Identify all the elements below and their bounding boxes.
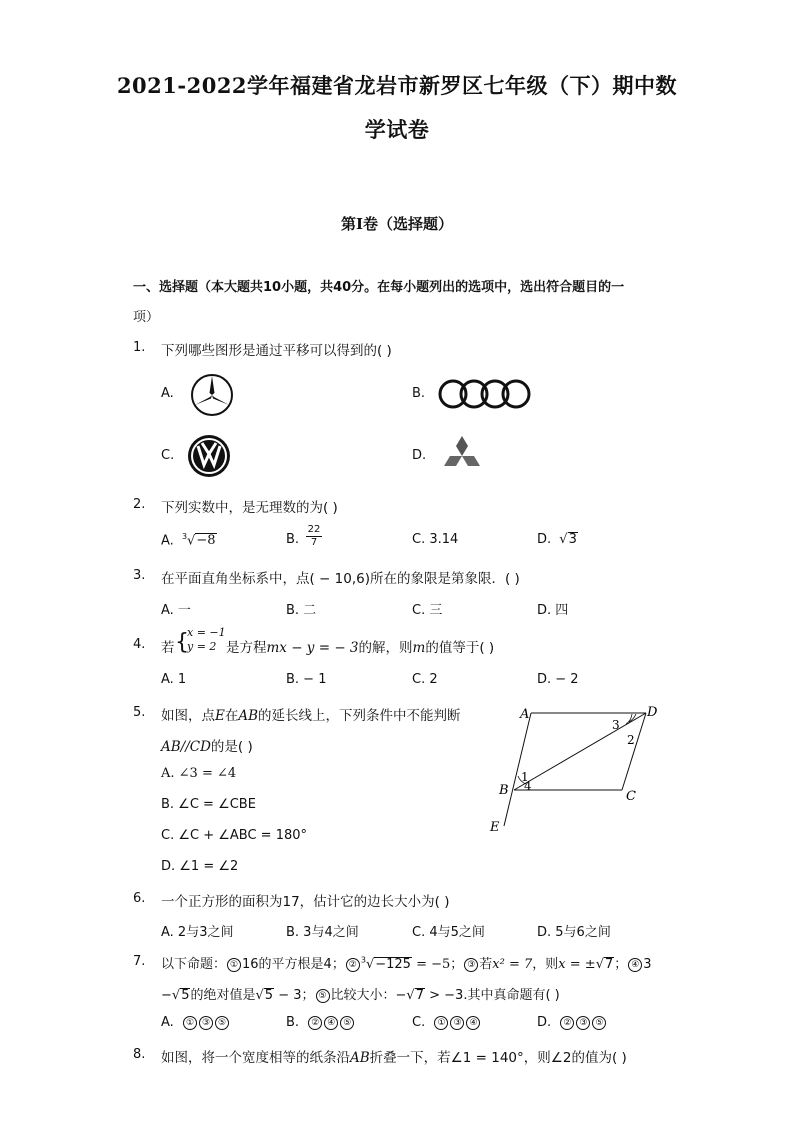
paper-title-line2: 学试卷 — [364, 117, 430, 142]
radicand: −125 — [375, 957, 411, 972]
text-segment: ，则 — [532, 957, 559, 972]
circled-number: ⑤ — [592, 1016, 606, 1030]
instructions-line2: 项） — [133, 310, 160, 325]
text-segment: − 3； — [274, 988, 315, 1003]
option-b-label: B. — [412, 386, 426, 401]
option-a: A. 2与3之间 — [161, 925, 234, 940]
option-d: D. − 2 — [537, 672, 579, 687]
option-c — [412, 1015, 481, 1030]
option-b: B. 3与4之间 — [286, 925, 359, 940]
option-a: A. ∠3 = ∠4 — [161, 766, 237, 781]
four-rings-logo-icon — [437, 378, 531, 410]
radicand: 7 — [604, 957, 614, 972]
instructions-line1: 一、选择题（本大题共10小题，共40分。在每小题列出的选项中，选出符合题目的一 — [133, 280, 625, 295]
brace: { — [175, 630, 189, 655]
question-text: 在平面直角坐标系中，点( − 10,6)所在的象限是第象限．( ) — [161, 571, 520, 587]
angle-3-label: 3 — [612, 718, 620, 732]
circled-number: ⑤ — [215, 1016, 229, 1030]
circled-number: ③ — [464, 958, 478, 972]
option-label: D. — [537, 532, 552, 547]
option-label: C. — [412, 1015, 426, 1030]
option-c-label: C. — [161, 448, 175, 463]
option-b: B. 二 — [286, 603, 317, 618]
angle-2-label: 2 — [627, 733, 635, 747]
option-d — [537, 1015, 607, 1030]
equation: x = ± — [558, 957, 596, 972]
circled-number: ① — [227, 958, 241, 972]
option-a: A. 一 — [161, 603, 191, 618]
numerator: 22 — [307, 524, 321, 535]
question-text: 一个正方形的面积为17，估计它的边长大小为( ) — [161, 894, 450, 910]
equation: AB//CD — [161, 739, 211, 755]
question-number: 7. — [133, 954, 146, 969]
circled-number: ② — [560, 1016, 574, 1030]
radicand: 5 — [264, 988, 274, 1003]
text-segment: 的是( ) — [210, 739, 253, 755]
text-segment: 在 — [224, 708, 239, 724]
text-segment: 比较大小：− — [330, 988, 407, 1003]
circled-number: ① — [183, 1016, 197, 1030]
question-number: 8. — [133, 1047, 146, 1062]
question-text-line1: 以下命题： ① 16的平方根是4； ② $^3$√−125 = −5； ③ 若x² = 7，则x = ±√7； ④ 3 — [161, 955, 652, 972]
question-text-line2 — [161, 735, 253, 755]
question-text: 下列实数中，是无理数的为( ) — [161, 500, 338, 516]
text-segment: 3 — [643, 957, 652, 972]
question-number: 2. — [133, 497, 146, 512]
text-segment: 折叠一下，若∠1 = 140°，则∠2的值为( ) — [369, 1050, 627, 1066]
question-number: 6. — [133, 891, 146, 906]
question-number: 1. — [133, 340, 146, 355]
question-text: 下列哪些图形是通过平移可以得到的( ) — [161, 343, 392, 359]
circled-number: ⑤ — [340, 1016, 354, 1030]
circled-number: ③ — [450, 1016, 464, 1030]
text-segment: 若 — [479, 957, 493, 972]
option-c: C. 4与5之间 — [412, 925, 485, 940]
option-d: D. √3 — [537, 532, 577, 547]
circled-number: ② — [308, 1016, 322, 1030]
option-b: B. ∠C = ∠CBE — [161, 797, 256, 812]
option-d: D. 5与6之间 — [537, 925, 611, 940]
text-segment: ； — [614, 957, 628, 972]
option-d: D. ∠1 = ∠2 — [161, 859, 239, 874]
circled-number: ④ — [324, 1016, 338, 1030]
text-segment: 是方程 — [226, 640, 267, 656]
equation-system — [187, 626, 226, 654]
text-segment: 的延长线上，下列条件中不能判断 — [258, 708, 461, 724]
label-e: E — [490, 820, 500, 835]
option-label: A. — [161, 533, 174, 549]
circled-number: ① — [434, 1016, 448, 1030]
text-segment: > −3.其中真命题有( ) — [425, 988, 560, 1003]
variable: AB — [238, 708, 259, 724]
text-segment: 的值等于( ) — [425, 640, 495, 656]
circled-number: ② — [346, 958, 360, 972]
option-d-label: D. — [412, 448, 427, 463]
option-label: D. — [537, 1015, 552, 1030]
option-a: A. $^3$√−8 — [161, 532, 216, 549]
root-index: 3 — [360, 955, 366, 965]
option-d: D. 四 — [537, 603, 569, 618]
system-eq-2: y = 2 — [187, 640, 217, 653]
section-heading: 第I卷（选择题） — [340, 215, 454, 233]
text-segment: 的解，则 — [358, 640, 413, 656]
text-segment: 的绝对值是 — [190, 988, 256, 1003]
parallelogram-figure — [486, 700, 666, 840]
text-segment: = −5； — [411, 957, 464, 972]
equation: x² = 7 — [492, 957, 533, 972]
question-text-line1 — [161, 704, 461, 724]
text-segment: − — [161, 988, 172, 1003]
vw-logo-icon — [187, 434, 231, 478]
circled-number: ⑤ — [316, 989, 330, 1003]
mercedes-logo-icon — [189, 372, 235, 418]
option-c: C. 2 — [412, 672, 438, 687]
radicand: 7 — [415, 988, 424, 1003]
root-index: 3 — [181, 532, 188, 541]
text-segment: 16的平方根是4； — [242, 957, 345, 972]
text-segment: 如图，点 — [161, 708, 215, 724]
question-number: 4. — [133, 637, 146, 652]
question-number: 5. — [133, 705, 146, 720]
question-text — [161, 1046, 627, 1066]
question-number: 3. — [133, 568, 146, 583]
label-d: D — [647, 705, 658, 720]
variable: AB — [350, 1050, 370, 1066]
option-c: C. 三 — [412, 603, 443, 618]
paper-title-line1: 2021-2022学年福建省龙岩市新罗区七年级（下）期中数 — [116, 73, 678, 98]
label-a: A — [520, 707, 530, 722]
diamonds-logo-icon — [440, 435, 484, 475]
question-text — [226, 636, 494, 656]
label-c: C — [626, 789, 636, 804]
question-text-line2: −√5的绝对值是√5 − 3； ⑤ 比较大小：−√7 > −3.其中真命题有( ) — [161, 988, 560, 1003]
circled-number: ③ — [576, 1016, 590, 1030]
denominator: 7 — [310, 537, 318, 548]
radicand: 5 — [181, 988, 190, 1003]
text-segment: 如图，将一个宽度相等的纸条沿 — [161, 1050, 350, 1066]
option-b: B. − 1 — [286, 672, 327, 687]
option-a: A. 1 — [161, 672, 187, 687]
circled-number: ④ — [628, 958, 642, 972]
fraction — [306, 524, 322, 549]
option-label: A. — [161, 1015, 174, 1030]
angle-4-label: 4 — [524, 779, 532, 793]
variable: E — [215, 708, 225, 724]
question-prefix: 若 — [161, 640, 175, 656]
circled-number: ④ — [466, 1016, 480, 1030]
option-c: C. 3.14 — [412, 532, 459, 547]
option-a — [161, 1015, 230, 1030]
radicand: −8 — [196, 533, 216, 549]
option-c: C. ∠C + ∠ABC = 180° — [161, 828, 308, 843]
radicand: 3 — [568, 532, 577, 547]
option-label: B. — [286, 1015, 300, 1030]
option-b — [286, 532, 299, 547]
label-b: B — [499, 783, 509, 798]
option-b — [286, 1015, 355, 1030]
option-label: B. — [286, 532, 300, 547]
equation: mx − y = − 3 — [266, 640, 359, 656]
angle-1-label: 1 — [521, 770, 529, 784]
variable: m — [412, 640, 426, 656]
circled-number: ③ — [199, 1016, 213, 1030]
option-a-label: A. — [161, 386, 174, 401]
system-eq-1: x = −1 — [187, 626, 226, 639]
